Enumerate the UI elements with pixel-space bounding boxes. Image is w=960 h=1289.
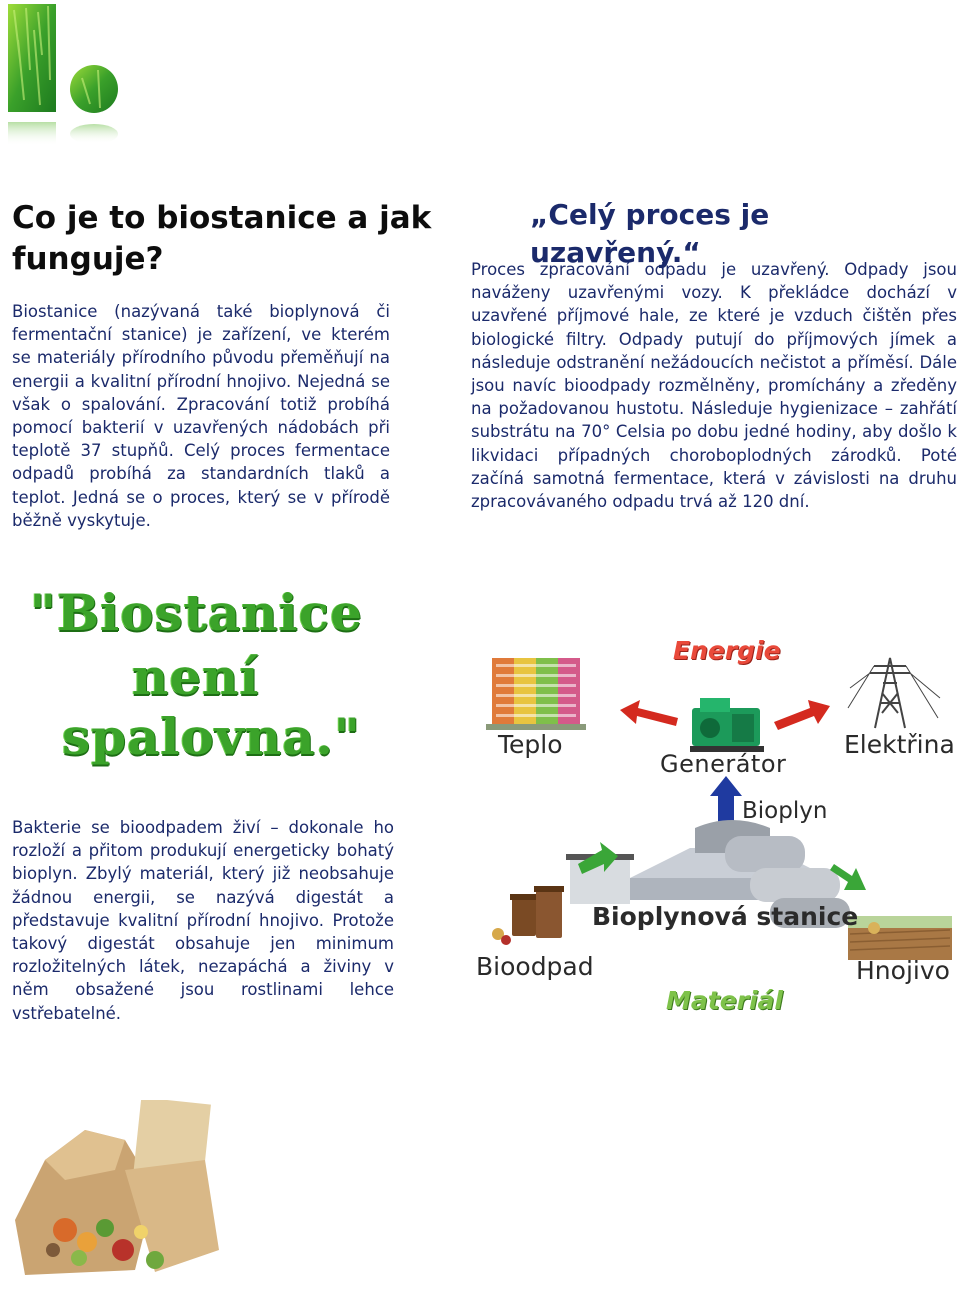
apartment-building-icon	[486, 658, 586, 730]
intro-paragraph: Biostanice (nazývaná také bioplynová či fermentační stanice) je zařízení, ve kterém se materiály přírodního původu přeměňují na energii a kvalitní přírodní hnojivo. Nejedná se však o spalování. Zpracování totiž probíhá pomocí bakterií v uzavřených nádobách při teplotě 37 stupňů. Celý proces fermentace odpadů probíhá za standardních tlaků a teplot. Jedná se o proces, který se v přírodě běžně vyskytuje.	[12, 302, 390, 530]
field-icon	[848, 916, 952, 960]
energie-label: Energie	[673, 636, 781, 665]
arrow-to-teplo	[620, 700, 678, 726]
slogan	[20, 585, 380, 775]
hnojivo-label: Hnojivo	[856, 956, 950, 985]
generator-icon	[690, 698, 764, 752]
slogan-line-3: spalovna."	[62, 707, 362, 766]
main-title: Co je to biostanice a jak funguje?	[12, 200, 432, 277]
material-label: Materiál	[666, 986, 783, 1015]
bioodpad-label: Bioodpad	[476, 952, 594, 981]
process-heading: „Celý proces je uzavřený.“	[530, 198, 770, 269]
power-pylon-icon	[848, 658, 940, 728]
generator-label: Generátor	[660, 750, 787, 778]
bio-bins-icon	[492, 886, 564, 945]
slogan-line-1: "Biostanice	[30, 583, 363, 642]
food-waste-illustration	[5, 1100, 225, 1285]
elektrina-label: Elektřina	[844, 730, 955, 759]
process-paragraph: Proces zpracování odpadu je uzavřený. Odpady jsou naváženy uzavřenými vozy. K překládce dochází v uzavřené příjmové hale, ze které je vzduch čištěn přes biologické filtry. Odpady putují do příjmových jímek a následuje odstranění nežádoucích nečistot a příměsí. Dále jsou navíc bioodpady rozmělněny, promíchány a zředěny na požadovanou hustotu. Následuje hygienizace – zahřátí substrátu na 70° Celsia po dobu jedné hodiny, aby došlo k likvidaci případných choroboplodných zárodků. Poté začíná samotná fermentace, která v závislosti na druhu zpracovávaného odpadu trvá až 120 dní.	[471, 260, 957, 512]
slogan-line-2: není	[132, 647, 260, 706]
logo	[0, 0, 130, 150]
teplo-label: Teplo	[498, 730, 563, 759]
bacteria-paragraph: Bakterie se bioodpadem živí – dokonale ho rozloží a přitom produkují energeticky bohatý bioplyn. Zbylý materiál, který již neobsahuje žádnou energii, se nazývá digestát a představuje kvalitní přírodní hnojivo. Protože takový digestát obsahuje jen minimum rozložitelných látek, nezapáchá a živiny v něm obsažené jsou rostlinami lehce vstřebatelné.	[12, 818, 394, 1023]
process-diagram	[470, 628, 960, 1038]
stanice-label: Bioplynová stanice	[592, 902, 859, 931]
bioplyn-label: Bioplyn	[742, 798, 828, 824]
arrow-to-elektrina	[774, 700, 830, 730]
